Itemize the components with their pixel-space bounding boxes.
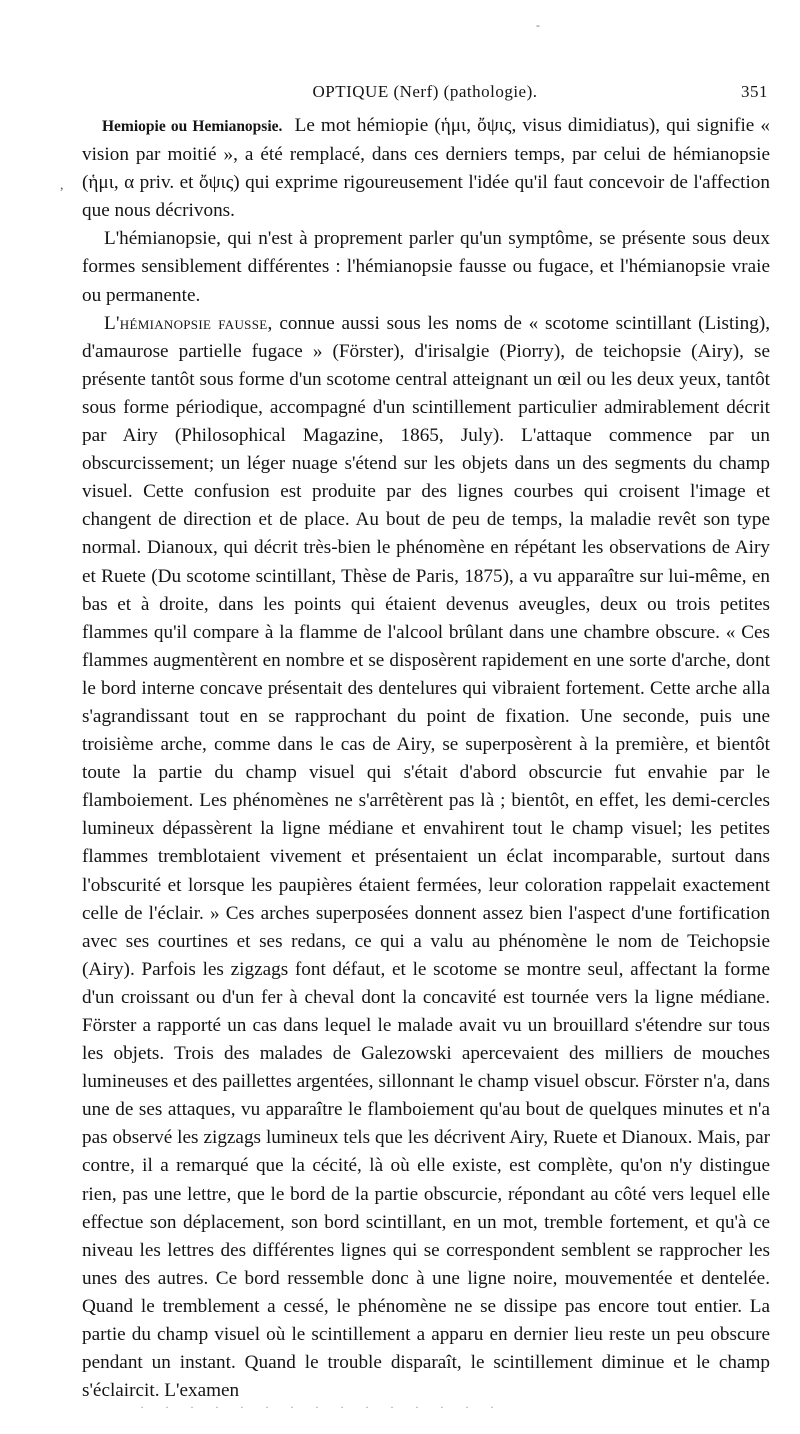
paragraph-text: connue aussi sous les noms de « scotome scintillant (Listing), d'amaurose partielle fugace » (Förster), d'irisalgie (Piorry), de teichopsie (Airy), se présente tantôt sous forme d'un scotome central atteignant un œil ou les deux yeux, tantôt sous forme périodique, accompagné d'un scintillement particulier admirablement décrit par Airy (Philosophical Magazine, 1865, July). L'attaque commence par un obscurcissement; un léger nuage s'étend sur les objets dans un des segments du champ visuel. Cette confusion est produite par des lignes courbes qui croisent l'image et changent de direction et de place. Au bout de peu de temps, la maladie revêt son type normal. Dianoux, qui décrit très-bien le phénomène en répétant les observations de Airy et Ruete (Du scotome scintillant, Thèse de Paris, 1875), a vu apparaître sur lui-même, en bas et à droite, dans les points qui étaient devenus aveugles, deux ou trois petites flammes qu'il compare à la flamme de l'alcool brûlant dans une chambre obscure. « Ces flammes augmentèrent en nombre et se disposèrent rapidement en une sorte d'arche, dont le bord interne concave présentait des dentelures qui vibraient fortement. Cette arche alla s'agrandissant tout en se rapprochant du point de fixation. Une seconde, puis une troisième arche, comme dans le cas de Airy, se superposèrent à la première, et bientôt toute la partie du champ visuel qui s'était d'abord obscurcie fut envahie par le flamboiement. Les phénomènes ne s'arrêtèrent pas là ; bientôt, en effet, les demi-cercles lumineux dépassèrent la ligne médiane et envahirent tout le champ visuel; les petites flammes tremblotaient vivement et présentaient un éclat incomparable, surtout dans l'obscurité et lorsque les paupières étaient fermées, leur coloration rappelait exactement celle de l'éclair. » Ces arches superposées donnent assez bien l'aspect d'une fortification avec ses courtines et ses redans, ce qui a valu au phénomène le nom de Teichopsie (Airy). Parfois les zigzags font défaut, et le scotome se montre seul, affectant la forme d'un croissant ou d'un fer à cheval dont la concavité est tournée vers la ligne médiane. Förster a rapporté un cas dans lequel le malade avait vu un brouillard s'étendre sur tous les objets. Trois des malades de Galezowski apercevaient des milliers de mouches lumineuses et des paillettes argentées, sillonnant le champ visuel obscur. Förster n'a, dans une de ses attaques, vu apparaître le flamboiement qu'au bout de quelques minutes et n'a pas observé les zigzags lumineux tels que les décrivent Airy, Ruete et Dianoux. Mais, par contre, il a remarqué que la cécité, là où elle existe, est complète, qu'on n'y distingue rien, pas une lettre, que le bord de la partie obscurcie, répondant au côté vers lequel elle effectue son déplacement, son bord scintillant, en un mot, tremble fortement, et qu'à ce niveau les lettres des différentes lignes qui se correspondent semblent se rapprocher les unes des autres. Ce bord ressemble donc à une ligne noire, mouvementée et dentelée. Quand le tremblement a cessé, le phénomène ne se dissipe pas encore tout entier. La partie du champ visuel où le scintillement a apparu en dernier lieu reste un peu obscure pendant un instant. Quand le trouble disparaît, le scintillement diminue et le champ s'éclaircit. L'examen	[82, 312, 771, 1402]
running-title: OPTIQUE (Nerf) (pathologie).	[312, 82, 538, 101]
section-heading: Hemiopie ou Hemianopsie.	[102, 118, 283, 135]
paragraph-lead: L'hémianopsie fausse,	[104, 312, 273, 334]
paragraph-text: L'hémianopsie, qui n'est à proprement parler qu'un symptôme, se présente sous deux formes sensiblement différentes : l'hémianopsie fausse ou fugace, et l'hémianopsie vraie ou permanente.	[82, 228, 770, 306]
paragraph-hemianopsie-definition	[82, 112, 770, 225]
page-header	[82, 82, 768, 108]
paragraph-fausse	[82, 310, 770, 1406]
paragraph-two-forms	[82, 225, 770, 309]
page-number: 351	[741, 82, 768, 101]
paragraph-text: Le mot hémiopie (ἡμι, ὄψις, visus dimidiatus), qui signifie « vision par moitié », a été remplacé, dans ces derniers temps, par celui de hémianopsie (ἡμι, α priv. et ὄψις) qui exprime rigoureusement l'idée qu'il faut concevoir de l'affection que nous décrivons.	[82, 115, 771, 222]
body-text	[82, 112, 770, 1405]
margin-mark: ,	[60, 178, 64, 193]
scan-speck: -	[536, 18, 540, 32]
scan-dots: · · · · · · · · · · · · · · ·	[140, 1400, 503, 1414]
